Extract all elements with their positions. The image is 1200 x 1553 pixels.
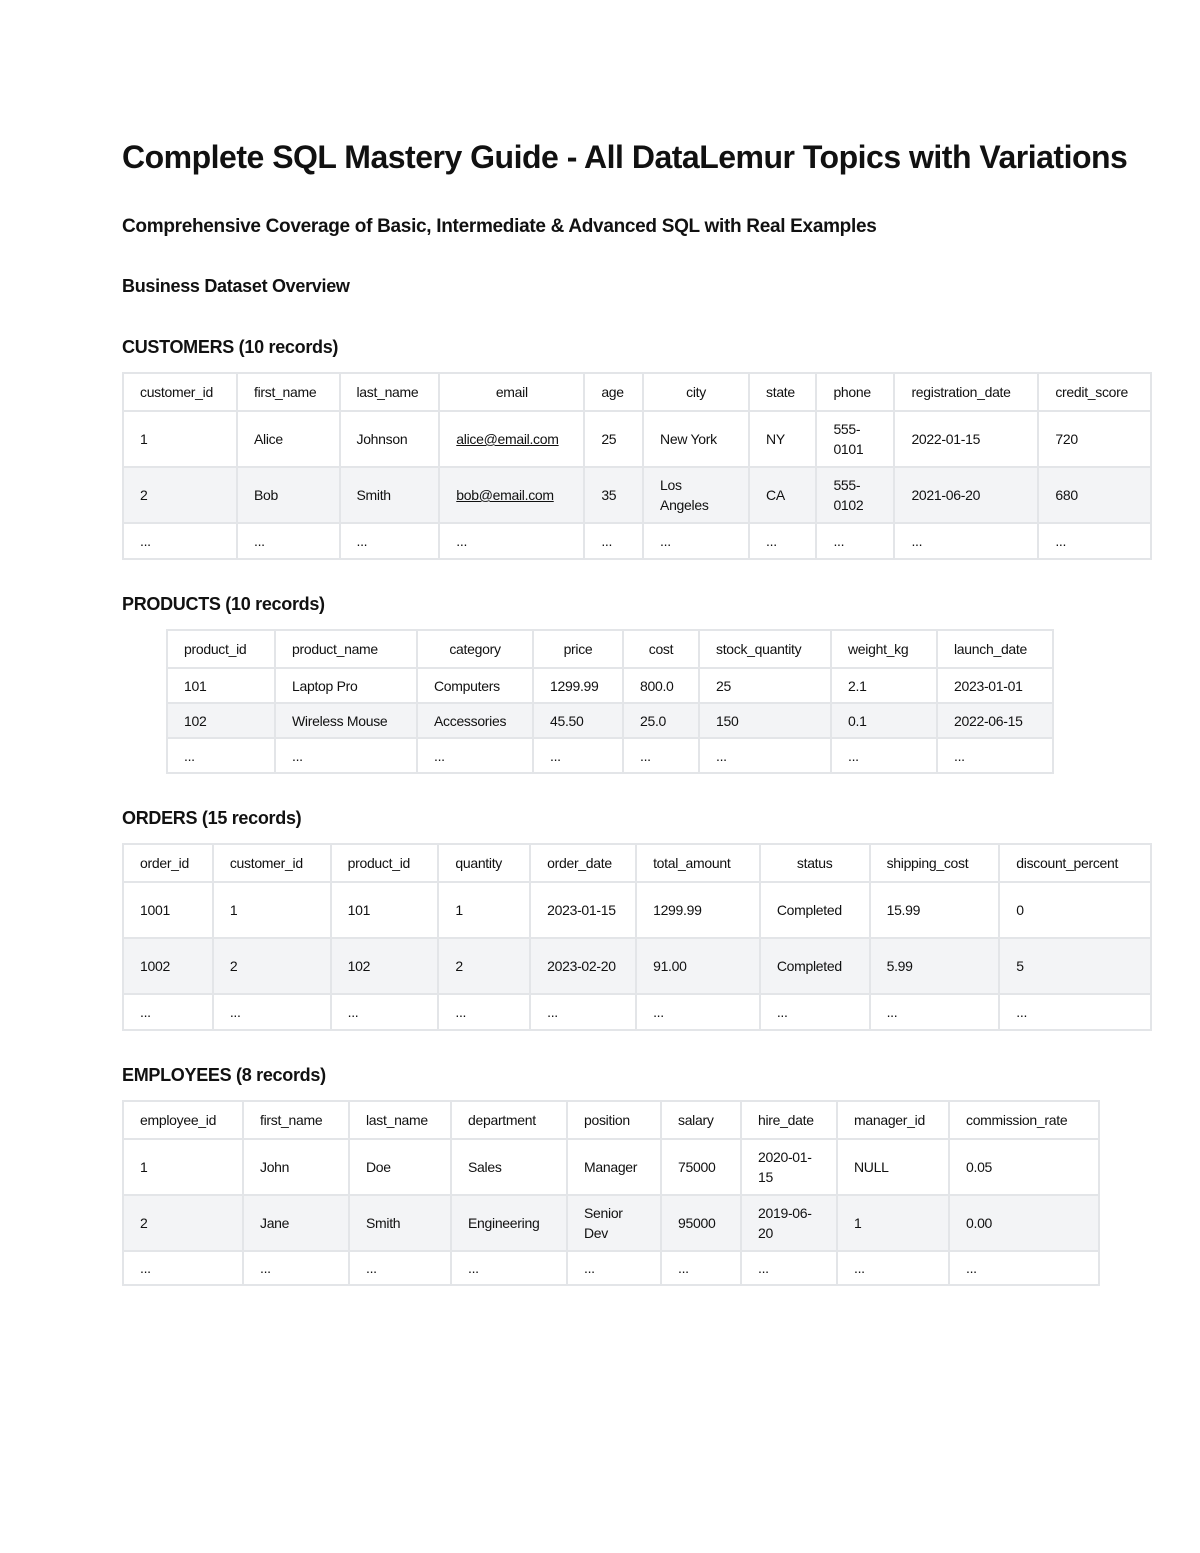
table-cell: 25.0 bbox=[623, 703, 699, 738]
column-header: hire_date bbox=[741, 1101, 837, 1139]
orders-table bbox=[122, 843, 1152, 1031]
cell-text: New York bbox=[660, 431, 717, 447]
table-cell: ... bbox=[237, 523, 340, 559]
table-cell: ... bbox=[749, 523, 816, 559]
table-cell: 2 bbox=[123, 467, 237, 523]
table-cell: 2 bbox=[123, 1195, 243, 1251]
column-header: price bbox=[533, 630, 623, 668]
column-header: customer_id bbox=[213, 844, 331, 882]
table-cell: ... bbox=[533, 738, 623, 773]
table-cell: ... bbox=[275, 738, 417, 773]
table-cell: 101 bbox=[331, 882, 439, 938]
cell-text: 2023-01-15 bbox=[547, 902, 616, 918]
table-cell: 45.50 bbox=[533, 703, 623, 738]
page-title: Complete SQL Mastery Guide - All DataLemur Topics with Variations bbox=[122, 139, 1128, 175]
table-cell: NY bbox=[749, 411, 816, 467]
table-cell: 1 bbox=[123, 1139, 243, 1195]
table-cell: 2 bbox=[438, 938, 530, 994]
column-header: last_name bbox=[349, 1101, 451, 1139]
employees-heading: EMPLOYEES (8 records) bbox=[122, 1065, 326, 1085]
table-cell: ... bbox=[816, 523, 894, 559]
column-header: launch_date bbox=[937, 630, 1053, 668]
column-header: phone bbox=[816, 373, 894, 411]
table-cell: 2022-06-15 bbox=[937, 703, 1053, 738]
table-cell: 15.99 bbox=[870, 882, 1000, 938]
table-cell: 1001 bbox=[123, 882, 213, 938]
table-cell: ... bbox=[438, 994, 530, 1030]
table-cell: Wireless Mouse bbox=[275, 703, 417, 738]
table-row bbox=[123, 1251, 1099, 1285]
table-cell: 2021-06-20 bbox=[894, 467, 1038, 523]
table-cell: Completed bbox=[760, 938, 870, 994]
cell-text: Manager bbox=[584, 1159, 638, 1175]
table-cell: Johnson bbox=[340, 411, 440, 467]
table-cell: Sales bbox=[451, 1139, 567, 1195]
column-header: total_amount bbox=[636, 844, 760, 882]
table-row bbox=[167, 738, 1053, 773]
table-cell: ... bbox=[584, 523, 643, 559]
column-header: last_name bbox=[340, 373, 440, 411]
table-cell: ... bbox=[837, 1251, 949, 1285]
overview-heading: Business Dataset Overview bbox=[122, 276, 350, 296]
table-cell bbox=[816, 411, 894, 467]
orders-heading: ORDERS (15 records) bbox=[122, 808, 302, 828]
column-header: shipping_cost bbox=[870, 844, 1000, 882]
table-cell: 25 bbox=[699, 668, 831, 703]
column-header: stock_quantity bbox=[699, 630, 831, 668]
table-cell: ... bbox=[831, 738, 937, 773]
column-header: email bbox=[439, 373, 584, 411]
table-cell: 0.00 bbox=[949, 1195, 1099, 1251]
table-cell bbox=[439, 467, 584, 523]
table-cell: Smith bbox=[340, 467, 440, 523]
column-header: credit_score bbox=[1038, 373, 1151, 411]
table-cell: 1299.99 bbox=[533, 668, 623, 703]
table-cell: 1 bbox=[837, 1195, 949, 1251]
table-cell: ... bbox=[661, 1251, 741, 1285]
column-header: quantity bbox=[438, 844, 530, 882]
column-header: manager_id bbox=[837, 1101, 949, 1139]
column-header: commission_rate bbox=[949, 1101, 1099, 1139]
table-cell: 1002 bbox=[123, 938, 213, 994]
column-header: order_date bbox=[530, 844, 636, 882]
table-cell: John bbox=[243, 1139, 349, 1195]
table-cell: ... bbox=[123, 1251, 243, 1285]
table-cell: Doe bbox=[349, 1139, 451, 1195]
table-cell bbox=[530, 882, 636, 938]
table-row bbox=[123, 882, 1151, 938]
table-cell bbox=[643, 467, 749, 523]
table-cell: 91.00 bbox=[636, 938, 760, 994]
table-cell bbox=[530, 938, 636, 994]
table-cell: Jane bbox=[243, 1195, 349, 1251]
column-header: product_id bbox=[167, 630, 275, 668]
column-header: position bbox=[567, 1101, 661, 1139]
table-row bbox=[123, 411, 1151, 467]
column-header: product_id bbox=[331, 844, 439, 882]
customers-table bbox=[122, 372, 1152, 560]
table-cell: ... bbox=[567, 1251, 661, 1285]
table-cell: 1 bbox=[213, 882, 331, 938]
table-cell: 102 bbox=[331, 938, 439, 994]
table-cell bbox=[816, 467, 894, 523]
table-cell: 35 bbox=[584, 467, 643, 523]
products-table bbox=[166, 629, 1054, 774]
column-header: customer_id bbox=[123, 373, 237, 411]
table-cell: ... bbox=[340, 523, 440, 559]
column-header: cost bbox=[623, 630, 699, 668]
table-cell bbox=[643, 411, 749, 467]
table-cell bbox=[741, 1139, 837, 1195]
cell-text: 555-0101 bbox=[833, 421, 864, 457]
table-cell: ... bbox=[937, 738, 1053, 773]
table-cell: ... bbox=[331, 994, 439, 1030]
table-cell: 102 bbox=[167, 703, 275, 738]
table-cell bbox=[741, 1195, 837, 1251]
table-cell: ... bbox=[123, 994, 213, 1030]
table-cell: Completed bbox=[760, 882, 870, 938]
table-cell: Accessories bbox=[417, 703, 533, 738]
table-cell: 5.99 bbox=[870, 938, 1000, 994]
table-row bbox=[123, 938, 1151, 994]
employees-table bbox=[122, 1100, 1100, 1286]
email-link[interactable]: bob@email.com bbox=[456, 487, 554, 503]
column-header: salary bbox=[661, 1101, 741, 1139]
column-header: employee_id bbox=[123, 1101, 243, 1139]
column-header: state bbox=[749, 373, 816, 411]
table-cell bbox=[567, 1195, 661, 1251]
table-cell: Bob bbox=[237, 467, 340, 523]
table-cell: 2.1 bbox=[831, 668, 937, 703]
table-cell: ... bbox=[894, 523, 1038, 559]
table-cell: Alice bbox=[237, 411, 340, 467]
table-cell: 680 bbox=[1038, 467, 1151, 523]
document-page bbox=[122, 138, 1152, 1320]
column-header: discount_percent bbox=[999, 844, 1151, 882]
column-header: registration_date bbox=[894, 373, 1038, 411]
cell-text: 2023-02-20 bbox=[547, 958, 616, 974]
table-cell: ... bbox=[949, 1251, 1099, 1285]
table-cell: 95000 bbox=[661, 1195, 741, 1251]
column-header: first_name bbox=[243, 1101, 349, 1139]
cell-text: 2020-01-15 bbox=[758, 1149, 812, 1185]
table-cell: 0.05 bbox=[949, 1139, 1099, 1195]
table-cell: 1299.99 bbox=[636, 882, 760, 938]
cell-text: 555-0102 bbox=[833, 477, 864, 513]
table-cell: 2023-01-01 bbox=[937, 668, 1053, 703]
table-cell: ... bbox=[741, 1251, 837, 1285]
table-cell: Engineering bbox=[451, 1195, 567, 1251]
table-cell: ... bbox=[999, 994, 1151, 1030]
table-cell: 1 bbox=[123, 411, 237, 467]
email-link[interactable]: alice@email.com bbox=[456, 431, 559, 447]
table-cell: 25 bbox=[584, 411, 643, 467]
table-cell: ... bbox=[243, 1251, 349, 1285]
column-header: age bbox=[584, 373, 643, 411]
customers-heading: CUSTOMERS (10 records) bbox=[122, 337, 339, 357]
column-header: first_name bbox=[237, 373, 340, 411]
column-header: department bbox=[451, 1101, 567, 1139]
products-heading: PRODUCTS (10 records) bbox=[122, 594, 325, 614]
table-cell: ... bbox=[870, 994, 1000, 1030]
table-cell: ... bbox=[643, 523, 749, 559]
table-cell: 5 bbox=[999, 938, 1151, 994]
page-subtitle: Comprehensive Coverage of Basic, Intermediate & Advanced SQL with Real Examples bbox=[122, 216, 877, 237]
column-header: product_name bbox=[275, 630, 417, 668]
table-cell: ... bbox=[760, 994, 870, 1030]
table-cell: 0.1 bbox=[831, 703, 937, 738]
table-cell: ... bbox=[1038, 523, 1151, 559]
table-cell: 800.0 bbox=[623, 668, 699, 703]
table-cell: ... bbox=[439, 523, 584, 559]
table-cell: CA bbox=[749, 467, 816, 523]
table-row bbox=[167, 668, 1053, 703]
column-header: order_id bbox=[123, 844, 213, 882]
table-row bbox=[167, 703, 1053, 738]
cell-text: Los Angeles bbox=[660, 477, 709, 513]
table-cell: 2 bbox=[213, 938, 331, 994]
cell-text: Senior Dev bbox=[584, 1205, 623, 1241]
column-header: city bbox=[643, 373, 749, 411]
table-cell: ... bbox=[530, 994, 636, 1030]
table-cell: ... bbox=[349, 1251, 451, 1285]
table-cell: ... bbox=[636, 994, 760, 1030]
table-row bbox=[123, 1195, 1099, 1251]
table-cell: ... bbox=[123, 523, 237, 559]
table-cell: Laptop Pro bbox=[275, 668, 417, 703]
table-row bbox=[123, 467, 1151, 523]
cell-text: 2019-06-20 bbox=[758, 1205, 812, 1241]
column-header: status bbox=[760, 844, 870, 882]
table-cell: 0 bbox=[999, 882, 1151, 938]
column-header: category bbox=[417, 630, 533, 668]
table-cell: ... bbox=[699, 738, 831, 773]
table-row bbox=[123, 994, 1151, 1030]
table-row bbox=[123, 1139, 1099, 1195]
table-cell: 150 bbox=[699, 703, 831, 738]
table-cell: ... bbox=[417, 738, 533, 773]
table-row bbox=[123, 523, 1151, 559]
table-cell: 101 bbox=[167, 668, 275, 703]
column-header: weight_kg bbox=[831, 630, 937, 668]
table-cell: NULL bbox=[837, 1139, 949, 1195]
table-cell: 2022-01-15 bbox=[894, 411, 1038, 467]
table-cell: Smith bbox=[349, 1195, 451, 1251]
table-cell bbox=[567, 1139, 661, 1195]
table-cell: ... bbox=[213, 994, 331, 1030]
table-cell: ... bbox=[451, 1251, 567, 1285]
table-cell: 75000 bbox=[661, 1139, 741, 1195]
table-cell: ... bbox=[623, 738, 699, 773]
table-cell: Computers bbox=[417, 668, 533, 703]
table-cell bbox=[439, 411, 584, 467]
table-cell: 1 bbox=[438, 882, 530, 938]
table-cell: 720 bbox=[1038, 411, 1151, 467]
table-cell: ... bbox=[167, 738, 275, 773]
